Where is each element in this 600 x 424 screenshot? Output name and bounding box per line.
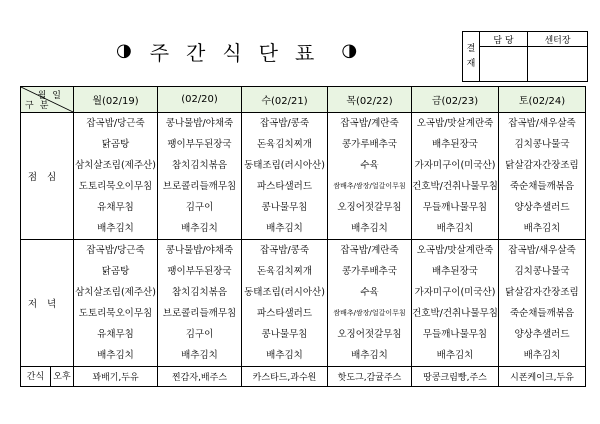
menu-item: 무들깨나물무침: [422, 329, 488, 340]
title-text: 주간식단표: [149, 40, 332, 65]
menu-item: 동태조림(러시아산): [244, 160, 325, 171]
menu-item: 죽순채들깨볶음: [509, 181, 575, 192]
menu-cell: [328, 113, 412, 240]
menu-item: 도토리묵오이무침: [78, 181, 153, 192]
menu-cell: [158, 113, 242, 240]
dinner-row: [21, 240, 586, 367]
menu-item: 삼치살조림(제주산): [75, 160, 156, 171]
menu-item: 김구이: [185, 329, 214, 340]
day-header: 월(02/19): [74, 87, 158, 113]
menu-cell: [74, 113, 158, 240]
approval-box: [462, 31, 588, 82]
menu-item: 쌈배추/쌈장/얼갈이무침: [333, 309, 406, 317]
menu-item: 배추된장국: [432, 266, 478, 277]
approval-col-director: 센터장: [528, 32, 588, 47]
menu-item: 닭살감자간장조림: [505, 160, 579, 171]
menu-item: 김치콩나물국: [514, 266, 570, 277]
menu-item: 잡곡밥/콩죽: [259, 245, 310, 256]
menu-cell: [328, 240, 412, 367]
snack-cell: 카스타드,과수원: [242, 367, 328, 387]
menu-item: 쌈배추/쌈장/얼갈이무침: [333, 182, 406, 190]
menu-item: 배추김치: [181, 223, 218, 234]
menu-item: 양상추샐러드: [514, 329, 570, 340]
snack-label: 간식: [26, 372, 45, 382]
lunch-row: [21, 113, 586, 240]
approval-col-staff: 담 당: [480, 32, 528, 47]
menu-item: 잡곡밥/당근죽: [86, 245, 145, 256]
corner-cell: [21, 87, 74, 113]
approval-sign-director: [528, 47, 588, 82]
menu-item: 배추김치: [523, 350, 561, 361]
header-row: [21, 87, 586, 113]
menu-item: 배추김치: [97, 223, 134, 234]
menu-item: 잡곡밥/계란죽: [340, 118, 399, 129]
menu-item: 가자미구이(미국산): [414, 287, 496, 298]
day-header: 수(02/21): [242, 87, 328, 113]
snack-cell: 땅콩크림빵,주스: [412, 367, 499, 387]
menu-item: 오곡밥/맛살계란죽: [416, 245, 494, 256]
menu-item: 잡곡밥/새우살죽: [508, 245, 576, 256]
menu-item: 배추김치: [266, 223, 303, 234]
menu-item: 오징어젓갈무침: [337, 329, 402, 340]
menu-item: 무들깨나물무침: [422, 202, 488, 213]
menu-item: 참치김치볶음: [171, 160, 228, 171]
menu-item: 잡곡밥/당근죽: [86, 118, 145, 129]
menu-item: 수육: [360, 287, 379, 298]
menu-item: 건호박/건취나물무침: [412, 181, 498, 192]
menu-item: 콩나물무침: [261, 202, 308, 213]
dinner-label: 저녁: [21, 240, 74, 367]
snack-cell: 시폰케이크,두유: [499, 367, 586, 387]
menu-item: 잡곡밥/계란죽: [340, 245, 399, 256]
snack-cell: 핫도그,감귤주스: [328, 367, 412, 387]
menu-item: 브로콜리들깨무침: [162, 181, 237, 192]
menu-item: 배추김치: [523, 223, 561, 234]
menu-item: 돈육김치찌개: [256, 266, 313, 277]
menu-item: 콩나물무침: [261, 329, 308, 340]
menu-item: 팽이부두된장국: [167, 266, 232, 277]
menu-item: 도토리묵오이무침: [78, 308, 153, 319]
menu-item: 김치콩나물국: [514, 139, 570, 150]
menu-cell: [499, 240, 586, 367]
menu-cell: [242, 113, 328, 240]
menu-cell: [499, 113, 586, 240]
menu-item: 브로콜리들깨무침: [162, 308, 237, 319]
menu-item: 수육: [360, 160, 379, 171]
menu-item: 유채무침: [97, 329, 134, 340]
day-header: 목(02/22): [328, 87, 412, 113]
menu-item: 오곡밥/맛살계란죽: [416, 118, 494, 129]
day-header: 금(02/23): [412, 87, 499, 113]
menu-item: 건호박/건취나물무침: [412, 308, 498, 319]
menu-item: 오징어젓갈무침: [337, 202, 402, 213]
menu-item: 참치김치볶음: [171, 287, 228, 298]
menu-cell: [412, 113, 499, 240]
menu-item: 배추된장국: [432, 139, 478, 150]
menu-item: 배추김치: [436, 350, 474, 361]
day-header: (02/20): [158, 87, 242, 113]
snack-label-cell: [21, 367, 74, 387]
approval-label: 결 재: [463, 32, 480, 82]
corner-bottom-label: 구분: [25, 101, 55, 111]
menu-item: 동태조림(러시아산): [244, 287, 325, 298]
menu-item: 죽순채들깨볶음: [509, 308, 575, 319]
menu-item: 닭곰탕: [101, 266, 130, 277]
lunch-label: 점심: [21, 113, 74, 240]
menu-item: 팽이부두된장국: [167, 139, 232, 150]
half-circle-icon: ◑: [116, 40, 132, 61]
menu-item: 잡곡밥/콩죽: [259, 118, 310, 129]
menu-item: 콩가루배추국: [341, 139, 398, 150]
menu-item: 배추김치: [97, 350, 134, 361]
approval-sign-staff: [480, 47, 528, 82]
corner-top-label: 월일: [37, 91, 67, 101]
menu-item: 가자미구이(미국산): [414, 160, 496, 171]
snack-time: 오후: [53, 372, 71, 382]
menu-table: [20, 86, 586, 387]
menu-cell: [242, 240, 328, 367]
menu-item: 콩나물밥/야채죽: [165, 118, 234, 129]
menu-item: 유채무침: [97, 202, 134, 213]
menu-item: 닭곰탕: [101, 139, 130, 150]
menu-item: 파스타샐러드: [256, 308, 313, 319]
day-header: 토(02/24): [499, 87, 586, 113]
page-title: [116, 36, 364, 66]
menu-item: 배추김치: [436, 223, 474, 234]
menu-item: 콩나물밥/야채죽: [165, 245, 234, 256]
menu-item: 파스타샐러드: [256, 181, 313, 192]
menu-item: 삼치살조림(제주산): [75, 287, 156, 298]
menu-cell: [412, 240, 499, 367]
menu-item: 김구이: [185, 202, 214, 213]
snack-cell: 찐감자,배주스: [158, 367, 242, 387]
menu-item: 배추김치: [351, 223, 388, 234]
menu-item: 양상추샐러드: [514, 202, 570, 213]
menu-item: 배추김치: [181, 350, 218, 361]
menu-item: 닭살감자간장조림: [505, 287, 579, 298]
menu-item: 콩가루배추국: [341, 266, 398, 277]
snack-cell: 꽈배기,두유: [74, 367, 158, 387]
menu-cell: [158, 240, 242, 367]
menu-item: 돈육김치찌개: [256, 139, 313, 150]
snack-row: [21, 367, 586, 387]
menu-item: 배추김치: [266, 350, 303, 361]
menu-item: 배추김치: [351, 350, 388, 361]
half-circle-icon: ◑: [341, 40, 358, 61]
menu-cell: [74, 240, 158, 367]
menu-item: 잡곡밥/새우살죽: [508, 118, 576, 129]
